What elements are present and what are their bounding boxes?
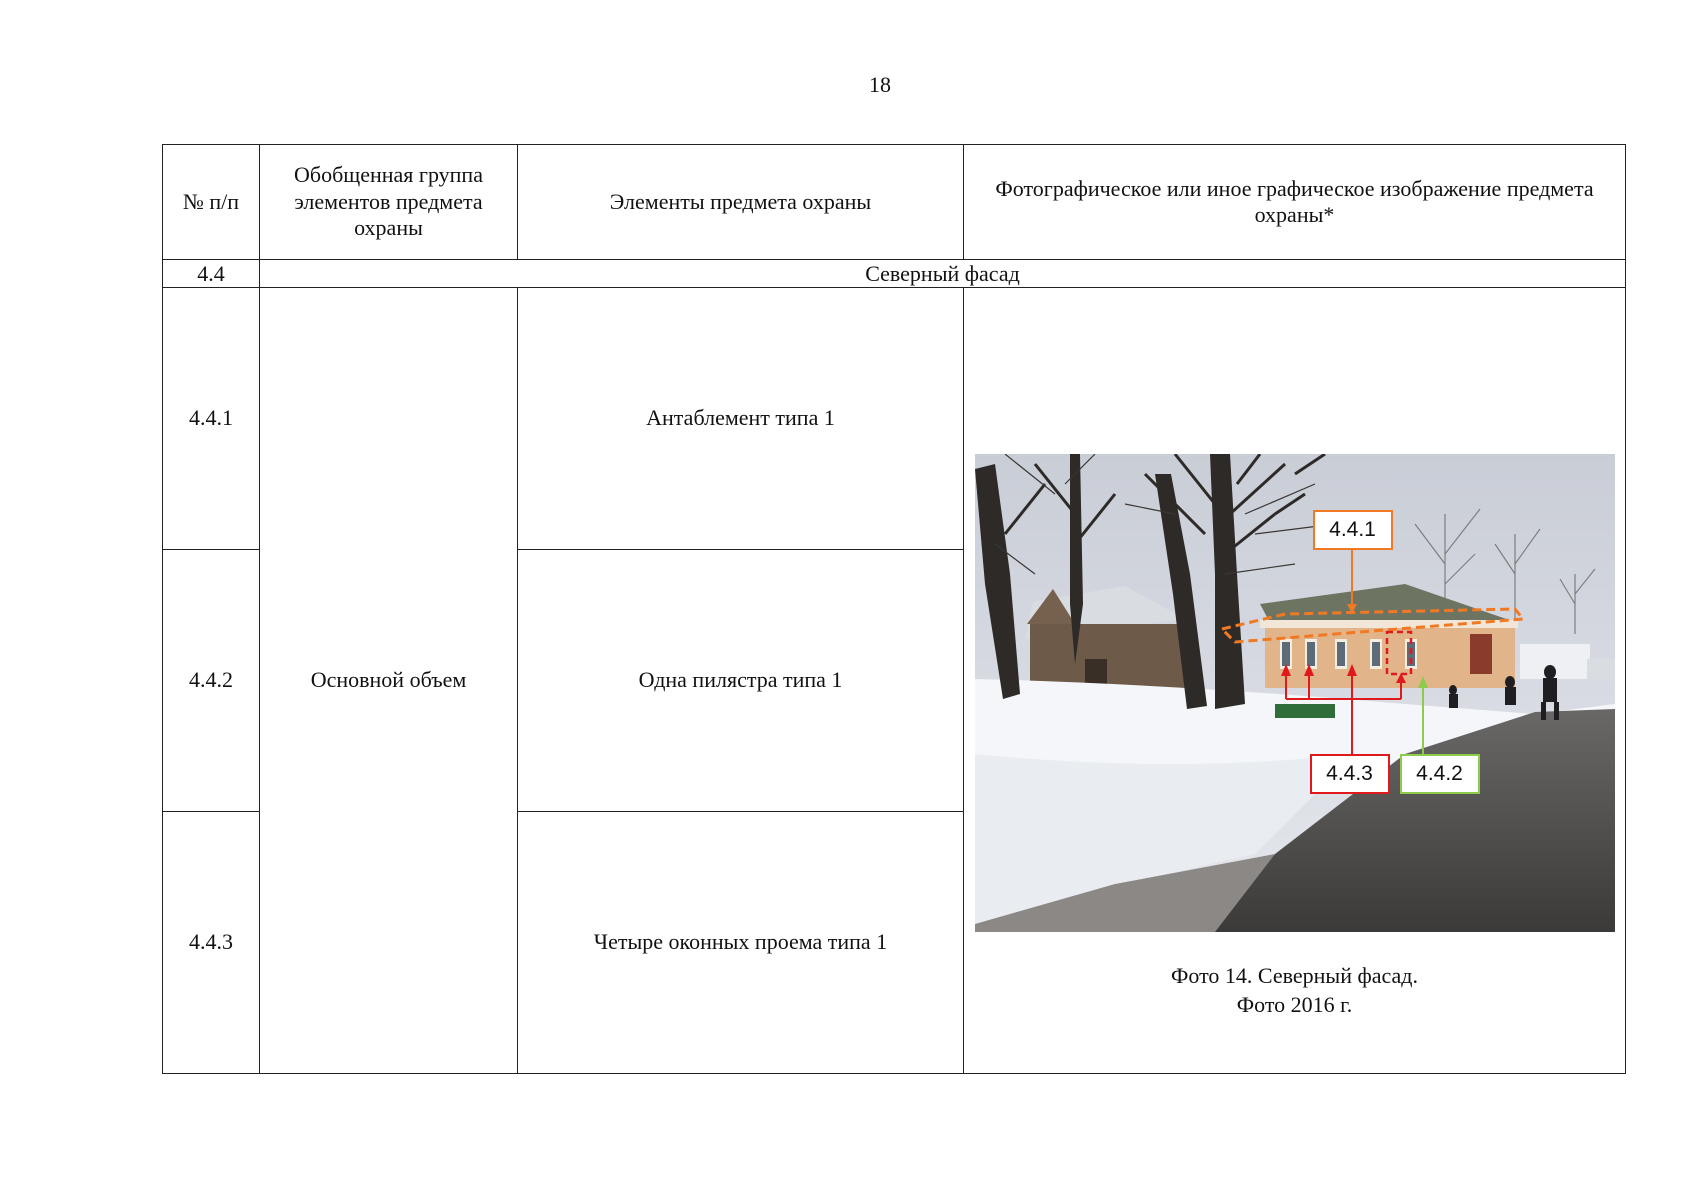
facade-photo (975, 454, 1615, 932)
section-title: Северный фасад (260, 260, 1626, 288)
callout-4-4-1: 4.4.1 (1313, 510, 1393, 550)
photo-north-facade (975, 454, 1615, 932)
page-number: 18 (869, 72, 891, 97)
table-row (163, 288, 1626, 550)
protection-items-table (162, 144, 1626, 1074)
header-image: Фотографическое или иное графическое изображение предмета охраны* (964, 145, 1626, 260)
header-row (163, 145, 1626, 260)
header-elements: Элементы предмета охраны (518, 145, 964, 260)
header-number: № п/п (163, 145, 260, 260)
group-label: Основной объем (260, 288, 518, 1074)
caption-line-2: Фото 2016 г. (1236, 991, 1353, 1017)
section-row (163, 260, 1626, 288)
photo-caption (970, 962, 1619, 1019)
callout-4-4-3: 4.4.3 (1310, 754, 1390, 794)
row-number: 4.4.2 (163, 550, 260, 812)
callout-4-4-2: 4.4.2 (1400, 754, 1480, 794)
row-number: 4.4.3 (163, 812, 260, 1074)
section-number: 4.4 (163, 260, 260, 288)
row-element: Одна пилястра типа 1 (518, 550, 964, 812)
photo-cell (964, 288, 1626, 1074)
row-element: Антаблемент типа 1 (518, 288, 964, 550)
row-element: Четыре оконных проема типа 1 (518, 812, 964, 1074)
row-number: 4.4.1 (163, 288, 260, 550)
header-group: Обобщенная группа элементов предмета охраны (260, 145, 518, 260)
caption-line-1: Фото 14. Северный фасад. (1171, 962, 1418, 988)
